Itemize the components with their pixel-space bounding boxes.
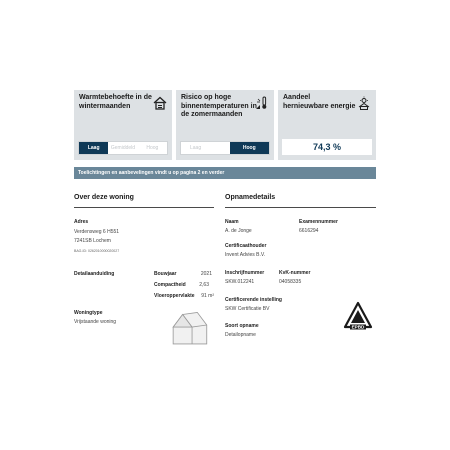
bouwjaar-label: Bouwjaar <box>154 271 177 277</box>
heating-demand-scale <box>78 141 168 155</box>
woningtype-value: Vrijstaande woning <box>74 319 117 325</box>
bag-id: BAG-ID: 0262010000020027 <box>74 249 120 253</box>
option-laag: Laag <box>181 142 230 154</box>
option-hoog: Hoog <box>138 142 167 154</box>
certificaathouder-value: Invent Advies B.V. <box>225 252 266 258</box>
renewable-energy-card <box>278 90 376 160</box>
compactheid-label: Compactheid <box>154 282 186 288</box>
kvk-label: KvK-nummer <box>279 270 311 276</box>
adres-line1: Verdensweg 6 H551 <box>74 229 120 235</box>
certificerende-instelling-label: Certificerende instelling <box>225 297 282 303</box>
overheating-risk-title: Risico op hoge binnentemperaturen in de zomermaanden <box>181 94 257 118</box>
renewable-energy-value: 74,3 % <box>282 139 372 155</box>
overheating-risk-scale <box>180 141 270 155</box>
certificerende-instelling-value: SKW Certificatie BV <box>225 306 270 312</box>
bouwjaar-value: 2021 <box>200 271 212 277</box>
thermometer-icon <box>255 96 269 110</box>
section-title-opname: Opnamedetails <box>225 194 276 201</box>
renewable-energy-title: Aandeel hernieuwbare energie <box>283 94 356 110</box>
naam-value: A. de Jonge <box>225 228 252 234</box>
soort-opname-value: Detailopname <box>225 332 256 338</box>
sun-house-icon <box>357 96 371 110</box>
heating-demand-card <box>74 90 172 160</box>
explanation-banner: Toelichtingen en aanbevelingen vindt u op pagina 2 en verder <box>74 167 376 179</box>
overheating-risk-card <box>176 90 274 160</box>
woningtype-label: Woningtype <box>74 310 103 316</box>
inschrijfnummer-label: Inschrijfnummer <box>225 270 265 276</box>
option-hoog: Hoog <box>230 142 270 154</box>
adres-line2: 7241SB Lochem <box>74 238 111 244</box>
epbd-logo-text: EPBD <box>351 324 365 330</box>
indicator-cards <box>74 90 376 160</box>
adres-label: Adres <box>74 219 89 225</box>
option-laag: Laag <box>79 142 108 154</box>
soort-opname-label: Soort opname <box>225 323 259 329</box>
inschrijfnummer-value: SKW.012241 <box>225 279 255 285</box>
naam-label: Naam <box>225 219 239 225</box>
certificaathouder-label: Certificaathouder <box>225 243 267 249</box>
section-divider-opname <box>225 207 376 208</box>
vloeroppervlakte-label: Vloeroppervlakte <box>154 293 195 299</box>
examennummer-label: Examennummer <box>299 219 338 225</box>
house-icon <box>153 96 167 110</box>
section-title-woning: Over deze woning <box>74 194 134 201</box>
section-divider-woning <box>74 207 214 208</box>
epbd-logo <box>343 301 373 331</box>
heating-demand-title: Warmtebehoefte in de wintermaanden <box>79 94 152 110</box>
option-gemiddeld: Gemiddeld <box>108 142 137 154</box>
examennummer-value: 6616294 <box>299 228 319 234</box>
kvk-value: 04058335 <box>279 279 302 285</box>
vloeroppervlakte-value: 91 m² <box>201 293 214 299</box>
detailaanduiding-label: Detailaanduiding <box>74 271 115 277</box>
detached-house-illustration <box>170 304 212 346</box>
compactheid-value: 2,63 <box>199 282 209 288</box>
